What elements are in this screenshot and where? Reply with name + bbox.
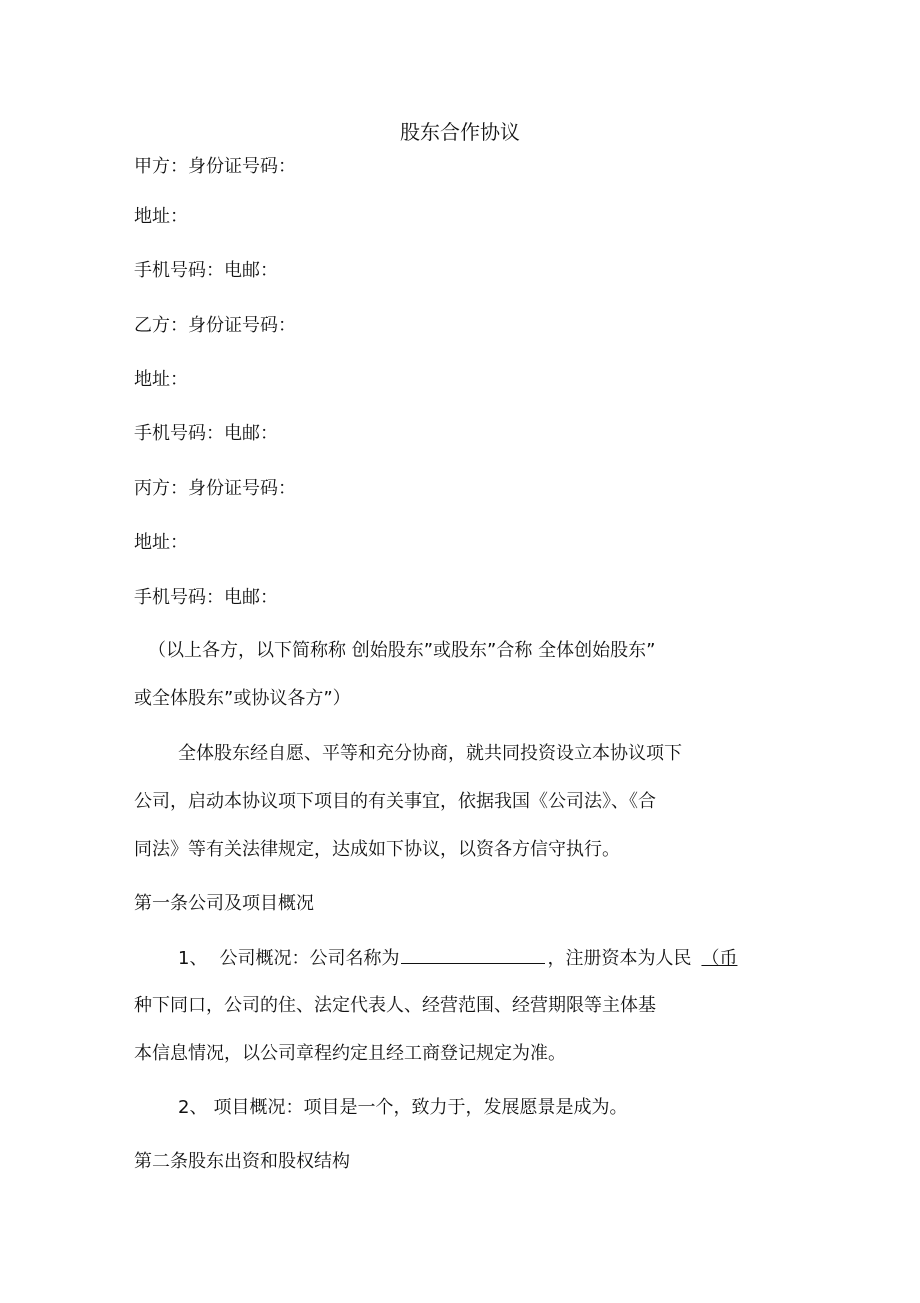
preamble-line-2: 公司，启动本协议项下项目的有关事宜，依据我国《公司法》、《合 bbox=[134, 791, 656, 812]
item-1-number: 1、 bbox=[178, 948, 208, 969]
item-1-text-after: ，注册资本为人民 bbox=[547, 948, 692, 969]
definition-line-2: 或全体股东”或协议各方”） bbox=[134, 688, 351, 709]
party-b-contact: 手机号码：电邮： bbox=[134, 423, 278, 444]
article-1-item-1-line-3: 本信息情况，以公司章程约定且经工商登记规定为准。 bbox=[134, 1043, 566, 1064]
article-1-item-2 bbox=[178, 1097, 627, 1119]
party-b-id-line: 乙方：身份证号码： bbox=[134, 315, 296, 336]
party-a-address: 地址： bbox=[134, 206, 188, 227]
definition-line-1: （以上各方，以下简称称 创始股东”或股东”合称 全体创始股东” bbox=[148, 640, 656, 661]
preamble-line-3: 同法》等有关法律规定，达成如下协议，以资各方信守执行。 bbox=[134, 839, 620, 860]
party-c-contact: 手机号码：电邮： bbox=[134, 587, 278, 608]
article-1-heading: 第一条公司及项目概况 bbox=[134, 893, 314, 914]
currency-underlined: （币 bbox=[701, 948, 738, 969]
article-2-heading: 第二条股东出资和股权结构 bbox=[134, 1151, 350, 1172]
party-b-address: 地址： bbox=[134, 369, 188, 390]
company-name-blank bbox=[401, 947, 545, 964]
document-title: 股东合作协议 bbox=[400, 120, 520, 144]
party-c-address: 地址： bbox=[134, 532, 188, 553]
article-1-item-1-line-2: 种下同口，公司的住、法定代表人、经营范围、经营期限等主体基 bbox=[134, 995, 656, 1016]
preamble-line-1: 全体股东经自愿、平等和充分协商，就共同投资设立本协议项下 bbox=[178, 743, 682, 764]
article-1-item-1-line-1 bbox=[178, 947, 737, 970]
item-1-text-before: 公司概况：公司名称为 bbox=[219, 948, 400, 969]
item-2-number: 2、 bbox=[178, 1097, 208, 1118]
party-a-contact: 手机号码：电邮： bbox=[134, 260, 278, 281]
item-2-text: 项目概况：项目是一个，致力于，发展愿景是成为。 bbox=[213, 1097, 628, 1118]
party-a-id-line: 甲方：身份证号码： bbox=[134, 156, 296, 177]
party-c-id-line: 丙方：身份证号码： bbox=[134, 478, 296, 499]
